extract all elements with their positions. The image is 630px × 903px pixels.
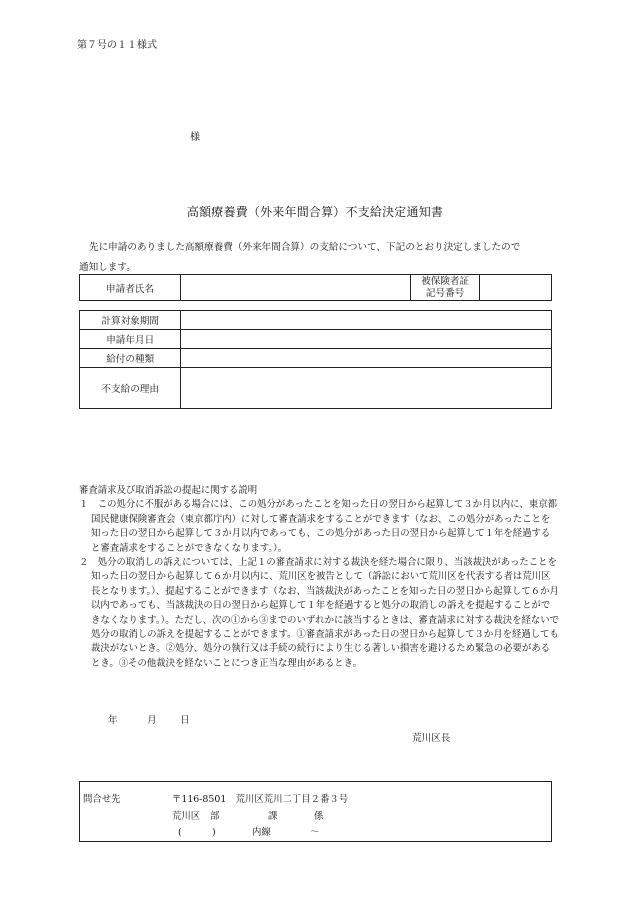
contact-unit: 係 bbox=[314, 811, 324, 822]
contact-paren-open: ( bbox=[178, 827, 182, 838]
document-title: 高額療養費（外来年間合算）不支給決定通知書 bbox=[186, 205, 444, 219]
intro-line-1: 先に申請のありました高額療養費（外来年間合算）の支給について、下記のとおり決定しましたので bbox=[89, 242, 521, 253]
contact-section: 課 bbox=[268, 811, 278, 822]
applicant-name-value bbox=[180, 275, 410, 301]
applicant-name-label: 申請者氏名 bbox=[80, 275, 181, 301]
insured-number-label-line-2: 記号番号 bbox=[425, 287, 465, 299]
insured-number-label-line-1: 被保険者証 bbox=[421, 275, 470, 287]
row-value-application-date bbox=[181, 330, 552, 349]
appeal-explanation bbox=[79, 484, 559, 671]
row-label-application-date: 申請年月日 bbox=[80, 330, 181, 349]
contact-address: 〒116-8501 荒川区荒川二丁目２番３号 bbox=[172, 794, 349, 805]
date-day: 日 bbox=[180, 715, 190, 726]
contact-extension-label: 内線 bbox=[252, 827, 271, 838]
issue-date bbox=[108, 712, 190, 726]
addressee-suffix: 様 bbox=[190, 132, 200, 143]
row-label-period: 計算対象期間 bbox=[80, 311, 181, 330]
date-year: 年 bbox=[108, 715, 118, 726]
row-value-period bbox=[181, 311, 552, 330]
decision-table bbox=[79, 310, 552, 409]
row-value-reason bbox=[181, 368, 552, 409]
contact-label: 問合せ先 bbox=[83, 794, 121, 805]
contact-phone-row bbox=[178, 824, 319, 838]
contact-box bbox=[79, 781, 552, 842]
row-value-benefit-type bbox=[181, 349, 552, 368]
date-month: 月 bbox=[147, 715, 157, 726]
intro-paragraph bbox=[79, 238, 559, 278]
contact-tilde: ～ bbox=[310, 827, 320, 838]
intro-line-2: 通知します。 bbox=[79, 262, 136, 273]
contact-paren-close: ) bbox=[212, 827, 216, 838]
contact-ward: 荒川区 bbox=[172, 811, 201, 822]
row-label-reason: 不支給の理由 bbox=[80, 368, 181, 409]
issuer-name: 荒川区長 bbox=[412, 733, 451, 744]
applicant-table bbox=[79, 274, 552, 301]
insured-number-label bbox=[411, 275, 479, 301]
form-number: 第７号の１１様式 bbox=[77, 40, 157, 51]
contact-department-row bbox=[172, 808, 323, 822]
explanation-heading: 審査請求及び取消訴訟の提起に関する説明 bbox=[79, 485, 258, 496]
insured-number-value bbox=[479, 275, 551, 301]
explanation-item-2: ２ 処分の取消しの訴えについては、上記１の審査請求に対する裁決を経た場合に限り、当該裁決があったことを知った日の翌日から起算して６か月以内に、荒川区を被告として（訴訟において荒川区を代表する者は荒川区長となります。）、提起することができます（なお、当該裁決があったことを知った日の翌日から起算して６か月以内であっても、当該裁決の日の翌日から起算して１年を経過すると処分の取消しの訴えを提起することができなくなります。）。ただし、次の①から③までのいずれかに該当するときは、審査請求に対する裁決を経ないで処分の取消しの訴えを提起することができます。①審査請求があった日の翌日から起算して３か月を経過しても裁決がないとき。②処分、処分の執行又は手続の続行により生じる著しい損害を避けるため緊急の必要があるとき。③その他裁決を経ないことにつき正当な理由があるとき。 bbox=[79, 557, 559, 669]
contact-dept: 部 bbox=[210, 811, 220, 822]
row-label-benefit-type: 給付の種類 bbox=[80, 349, 181, 368]
explanation-item-1: １ この処分に不服がある場合には、この処分があったことを知った日の翌日から起算して３か月以内に、東京都国民健康保険審査会（東京都庁内）に対して審査請求をすることができます（なお、この処分があったことを知った日の翌日から起算して３か月以内であっても、この処分があった日の翌日から起算して１年を経過すると審査請求をすることができなくなります。）。 bbox=[79, 499, 558, 554]
